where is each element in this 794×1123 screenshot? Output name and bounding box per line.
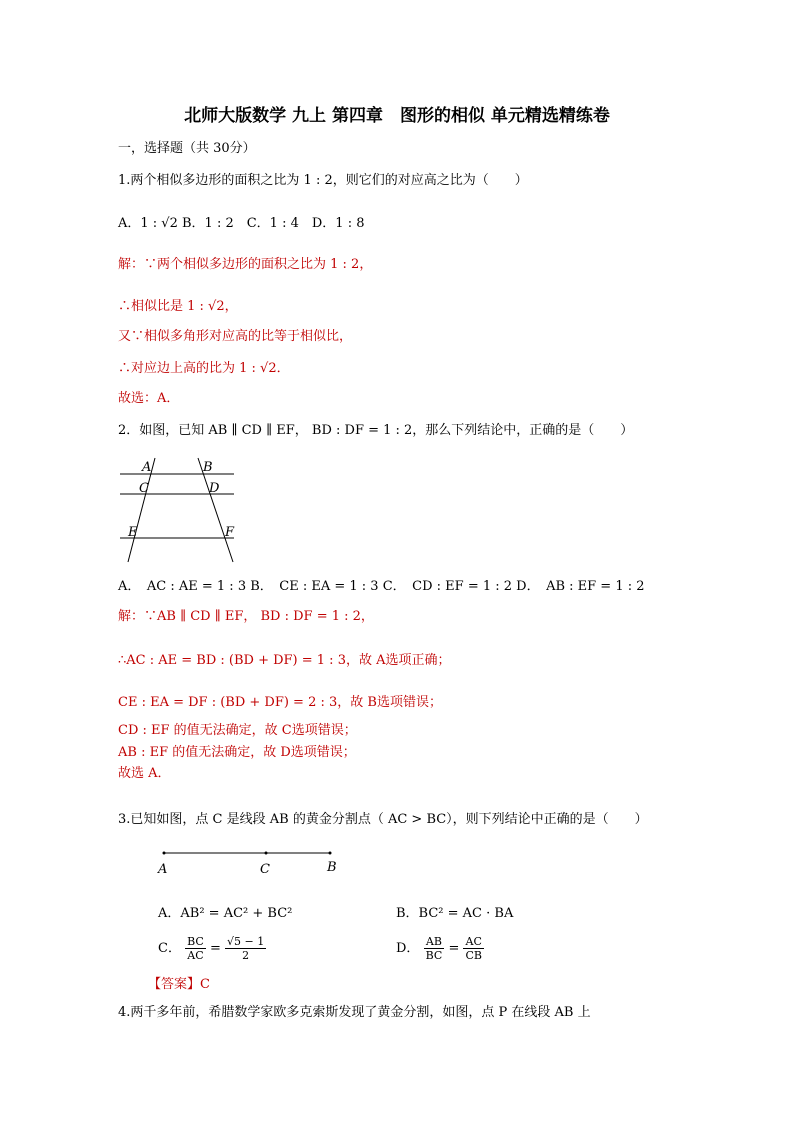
q3-option-c [158, 934, 266, 964]
equals-sign: = [448, 941, 460, 956]
q2-options: A． AC : AE = 1 : 3 B． CE : EA = 1 : 3 C． CD : EF = 1 : 2 D． AB : EF = 1 : 2 [118, 579, 645, 594]
q2-parallel-lines-figure [116, 452, 242, 574]
label-b: B [203, 460, 213, 475]
frac-num: BC [187, 935, 204, 948]
q3-option-c-fraction [185, 935, 206, 962]
q3-option-d [396, 934, 484, 964]
frac-num: AB [424, 935, 445, 949]
section-heading: 一，选择题（共 30分） [118, 141, 256, 156]
q2-solution-line3: CE : EA = DF : (BD + DF) = 2 : 3，故 B选项错误； [118, 695, 442, 710]
q3-option-d-fraction [424, 935, 445, 962]
q1-solution-line4: ∴对应边上高的比为 1 : √2． [118, 361, 290, 376]
point-c [265, 852, 268, 855]
equals-sign: = [209, 941, 221, 956]
label-b: B [327, 860, 337, 875]
label-f: F [225, 525, 235, 540]
label-d: D [209, 481, 220, 496]
q1-stem: 1.两个相似多边形的面积之比为 1 : 2，则它们的对应高之比为（ ） [118, 173, 528, 188]
frac-den: 2 [242, 949, 250, 962]
page-title: 北师大版数学 九上 第四章 图形的相似 单元精选精练卷 [184, 106, 610, 126]
q2-solution-line1: 解：∵AB ∥ CD ∥ EF， BD : DF = 1 : 2， [118, 609, 374, 624]
q1-solution-line1: 解：∵两个相似多边形的面积之比为 1 : 2， [118, 257, 373, 272]
q2-solution-line6: 故选 A． [118, 766, 171, 781]
q4-stem: 4.两千多年前，希腊数学家欧多克索斯发现了黄金分割，如图，点 P 在线段 AB 上 [118, 1005, 591, 1020]
q2-solution-line2: ∴AC : AE = BD : (BD + DF) = 1 : 3，故 A选项正确； [118, 653, 451, 668]
label-c: C [139, 481, 149, 496]
q3-option-c-label: C． [158, 941, 181, 956]
label-a: A [142, 460, 152, 475]
q3-option-b: B．BC² = AC · BA [396, 906, 514, 921]
q1-solution-line3: 又∵相似多角形对应高的比等于相似比， [118, 329, 353, 344]
q3-answer: 【答案】C [148, 977, 210, 992]
point-a [163, 852, 166, 855]
label-e: E [128, 525, 138, 540]
q3-option-d-label: D． [396, 941, 420, 956]
q3-option-c-rhs-fraction [225, 935, 266, 962]
frac-den: CB [465, 949, 482, 962]
q1-solution-line2: ∴相似比是 1 : √2， [118, 299, 238, 314]
q3-stem: 3.已知如图，点 C 是线段 AB 的黄金分割点（ AC > BC），则下列结论中正确的是（ ） [118, 812, 648, 827]
point-b [329, 852, 332, 855]
q2-solution-line5: AB : EF 的值无法确定，故 D选项错误； [118, 745, 356, 760]
frac-num: √5 − 1 [227, 935, 265, 948]
q3-segment-figure [152, 845, 352, 879]
q2-stem: 2．如图，已知 AB ∥ CD ∥ EF， BD : DF = 1 : 2，那么下列结论中，正确的是（ ） [118, 423, 634, 438]
frac-num: AC [463, 935, 484, 949]
q1-solution-line5: 故选：A． [118, 391, 180, 406]
label-c: C [260, 862, 270, 877]
frac-den: AC [187, 949, 204, 962]
q2-solution-line4: CD : EF 的值无法确定，故 C选项错误； [118, 723, 357, 738]
label-a: A [158, 862, 168, 877]
frac-den: BC [425, 949, 443, 962]
q1-options: A．1 : √2 B．1 : 2 C．1 : 4 D．1 : 8 [118, 216, 365, 231]
q3-option-a: A．AB² = AC² + BC² [158, 906, 293, 921]
q3-option-d-rhs-fraction [463, 935, 484, 962]
